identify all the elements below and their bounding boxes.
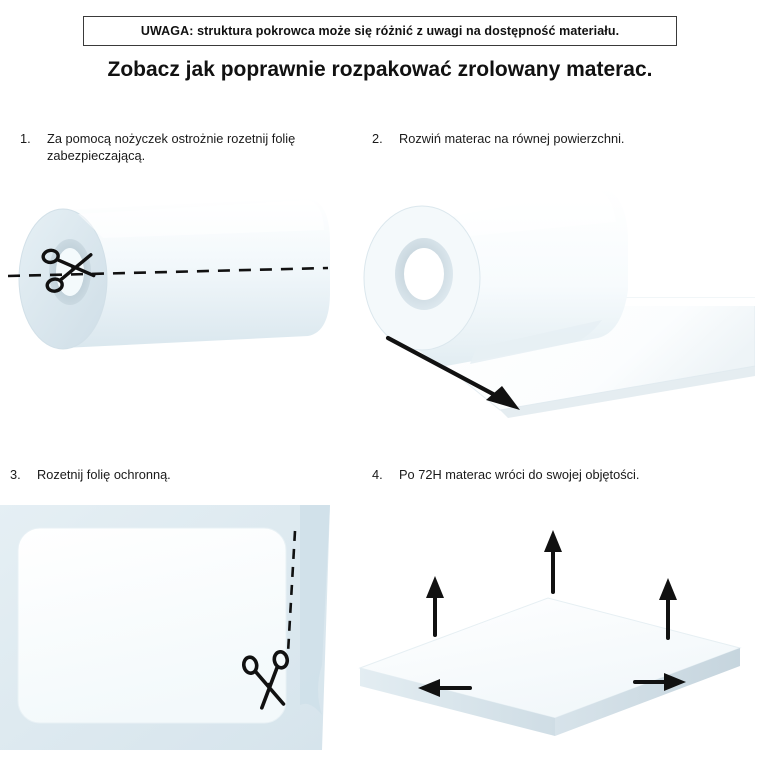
step-1-caption [20,130,330,165]
step-1-number: 1. [20,131,31,146]
step-4-caption [372,466,712,483]
step-3-caption [10,466,330,483]
step-4-number: 4. [372,467,383,482]
step-4-illustration [350,520,750,750]
step-3-illustration [0,505,345,755]
page-title: Zobacz jak poprawnie rozpakować zrolowany materac. [107,58,653,81]
step-1-illustration [8,180,338,380]
step-4-text: Po 72H materac wróci do swojej objętości. [399,467,640,482]
step-2-illustration [350,170,755,430]
notice-banner [83,16,677,46]
mattress-roll [364,188,628,366]
expansion-arrow-up-center [544,530,562,592]
step-2-text: Rozwiń materac na równej powierzchni. [399,131,625,146]
expansion-arrow-up-left [426,576,444,635]
step-2-number: 2. [372,131,383,146]
notice-text: UWAGA: struktura pokrowca może się różnić z uwagi na dostępność materiału. [140,24,620,38]
step-2-caption [372,130,702,147]
expanded-mattress-shape [360,598,740,736]
flat-mattress-shape [18,528,286,723]
step-3-number: 3. [10,467,21,482]
step-1-text: Za pomocą nożyczek ostrożnie rozetnij folię zabezpieczającą. [47,131,296,164]
step-3-text: Rozetnij folię ochronną. [37,467,171,482]
